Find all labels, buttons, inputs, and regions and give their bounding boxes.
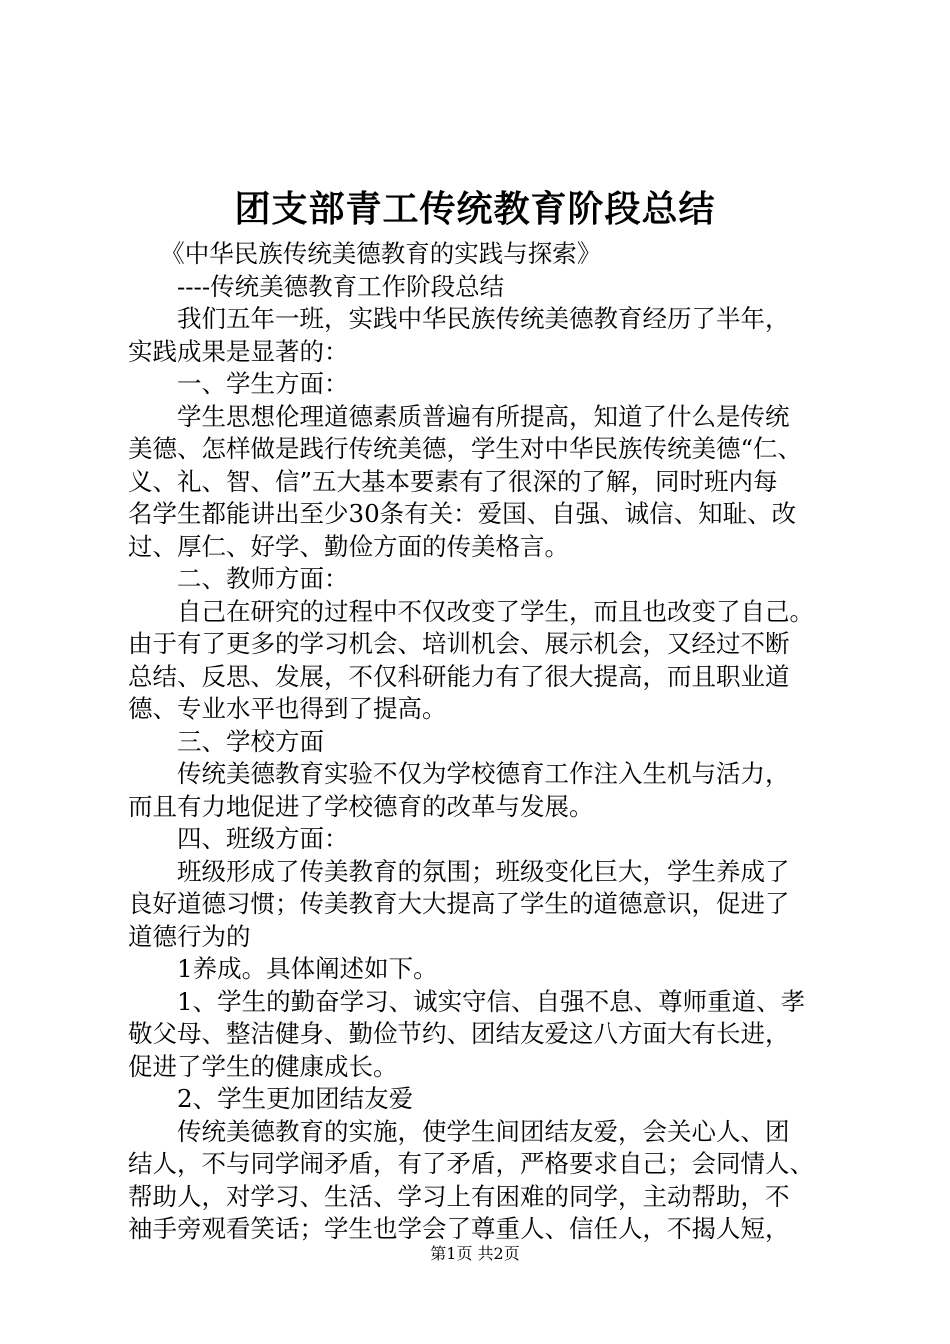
body-line: 二、教师方面： bbox=[128, 564, 349, 593]
document-title: 团支部青工传统教育阶段总结 bbox=[234, 188, 716, 230]
body-line: 道德行为的 bbox=[128, 921, 251, 951]
body-line: 传统美德教育的实施，使学生间团结友爱，会关心人、团 bbox=[128, 1116, 790, 1146]
body-line: 三、学校方面 bbox=[128, 726, 324, 756]
body-line: 实践成果是显著的： bbox=[128, 336, 349, 366]
body-line: 袖手旁观看笑话；学生也学会了尊重人、信任人，不揭人短， bbox=[128, 1214, 790, 1243]
body-line: 德、专业水平也得到了提高。 bbox=[128, 694, 447, 723]
body-line: 结人，不与同学闹矛盾，有了矛盾，严格要求自己；会同情人、 bbox=[128, 1149, 814, 1178]
body-line: 名学生都能讲出至少30条有关：爱国、自强、诚信、知耻、改 bbox=[128, 499, 797, 528]
body-line: 总结、反思、发展，不仅科研能力有了很大提高，而且职业道 bbox=[128, 661, 790, 691]
body-line: 学生思想伦理道德素质普遍有所提高，知道了什么是传统 bbox=[128, 401, 790, 431]
body-line: 1、学生的勤奋学习、诚实守信、自强不息、尊师重道、孝 bbox=[128, 986, 806, 1016]
body-line: 自己在研究的过程中不仅改变了学生，而且也改变了自己。 bbox=[128, 596, 814, 626]
body-line: 一、学生方面： bbox=[128, 369, 349, 398]
body-line: 由于有了更多的学习机会、培训机会、展示机会，又经过不断 bbox=[128, 629, 790, 658]
document-body bbox=[128, 238, 838, 1246]
body-line: 过、厚仁、好学、勤俭方面的传美格言。 bbox=[128, 531, 569, 561]
body-line: 而且有力地促进了学校德育的改革与发展。 bbox=[128, 791, 594, 821]
body-line: 美德、怎样做是践行传统美德，学生对中华民族传统美德“仁、 bbox=[128, 434, 803, 463]
body-line: 义、礼、智、信”五大基本要素有了很深的了解，同时班内每 bbox=[128, 466, 778, 496]
body-line: 良好道德习惯；传美教育大大提高了学生的道德意识，促进了 bbox=[128, 889, 790, 918]
body-line: 帮助人，对学习、生活、学习上有困难的同学，主动帮助，不 bbox=[128, 1181, 790, 1211]
body-line: 促进了学生的健康成长。 bbox=[128, 1051, 398, 1081]
page-number-footer: 第1页 共2页 bbox=[430, 1244, 520, 1263]
body-line: 2、学生更加团结友爱 bbox=[128, 1084, 414, 1113]
body-line: ----传统美德教育工作阶段总结 bbox=[128, 271, 505, 301]
body-line: 1养成。具体阐述如下。 bbox=[128, 954, 438, 983]
body-line: 我们五年一班，实践中华民族传统美德教育经历了半年， bbox=[128, 304, 790, 333]
body-line: 班级形成了传美教育的氛围；班级变化巨大，学生养成了 bbox=[128, 856, 790, 886]
body-line: 四、班级方面： bbox=[128, 824, 349, 853]
body-line: 敬父母、整洁健身、勤俭节约、团结友爱这八方面大有长进， bbox=[128, 1019, 790, 1048]
body-line: 《中华民族传统美德教育的实践与探索》 bbox=[128, 239, 602, 268]
body-line: 传统美德教育实验不仅为学校德育工作注入生机与活力， bbox=[128, 759, 790, 788]
